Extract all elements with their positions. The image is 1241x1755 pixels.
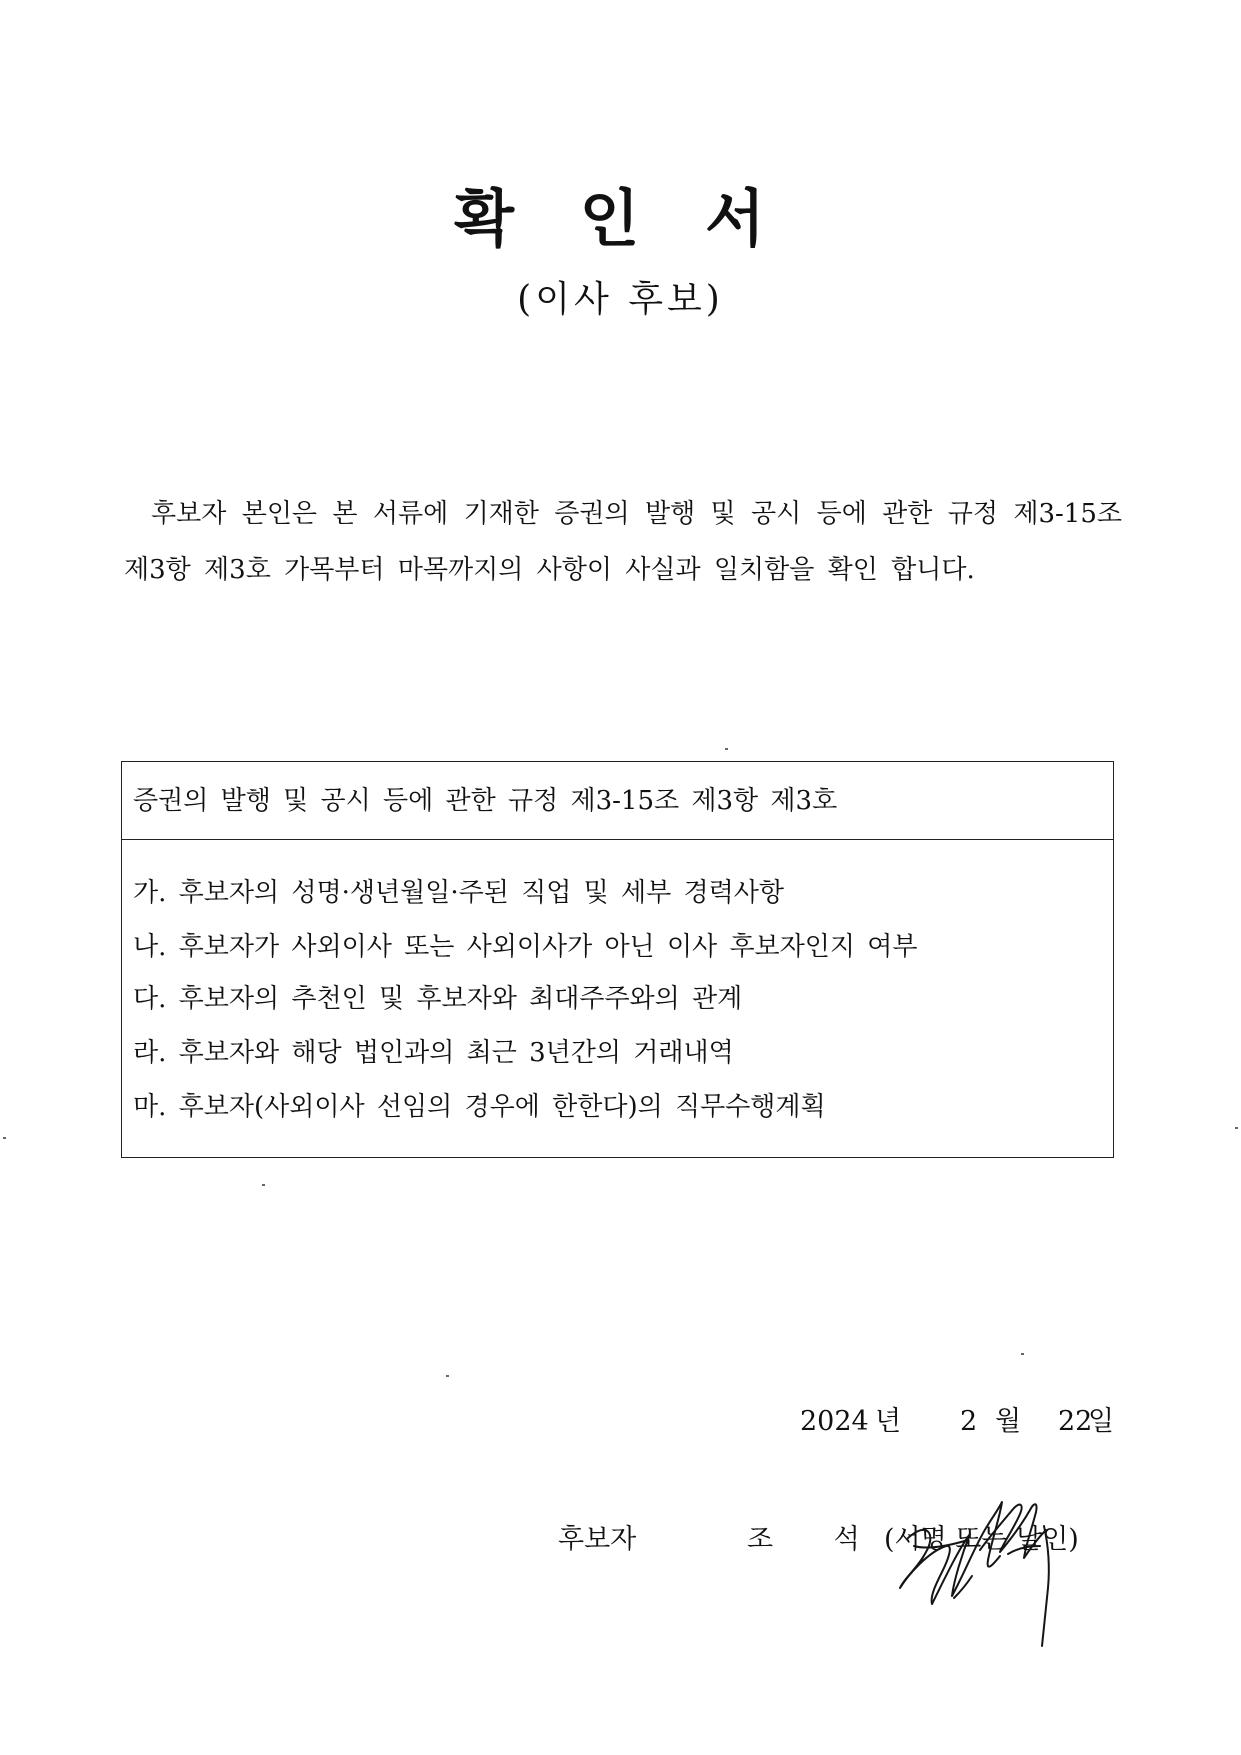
document-subtitle: (이사 후보) bbox=[517, 279, 724, 320]
regulation-item: 나. 후보자가 사외이사 또는 사외이사가 아닌 이사 후보자인지 여부 bbox=[133, 932, 918, 962]
scan-speck bbox=[725, 748, 728, 750]
scan-speck bbox=[1235, 1127, 1238, 1129]
candidate-label: 후보자 bbox=[558, 1524, 637, 1555]
candidate-name: 조 석 bbox=[747, 1524, 886, 1555]
regulation-item: 라. 후보자와 해당 법인과의 최근 3년간의 거래내역 bbox=[133, 1038, 734, 1068]
date-year-unit: 년 bbox=[875, 1406, 902, 1437]
date-month: 2 bbox=[960, 1406, 978, 1437]
regulation-item: 다. 후보자의 추천인 및 후보자와 최대주주와의 관계 bbox=[133, 984, 743, 1014]
regulation-item: 가. 후보자의 성명·생년월일·주된 직업 및 세부 경력사항 bbox=[133, 878, 784, 908]
scan-speck bbox=[446, 1375, 449, 1377]
scan-speck bbox=[262, 1184, 265, 1186]
date-month-unit: 월 bbox=[995, 1406, 1022, 1437]
regulation-box bbox=[121, 761, 1114, 1158]
confirmation-statement: 후보자 본인은 본 서류에 기재한 증권의 발행 및 공시 등에 관한 규정 제3-15조 제3항 제3호 가목부터 마목까지의 사항이 사실과 일치함을 확인 합니다. bbox=[124, 499, 1122, 585]
document-title: 확 인 서 bbox=[454, 182, 787, 255]
scan-speck bbox=[3, 1137, 6, 1139]
date-day: 22 bbox=[1058, 1406, 1093, 1437]
date-day-unit: 일 bbox=[1088, 1406, 1115, 1437]
scan-speck bbox=[1021, 1353, 1024, 1355]
signature-instruction: (서명 또는 날인) bbox=[884, 1524, 1079, 1555]
date-year: 2024 bbox=[800, 1406, 869, 1437]
regulation-item: 마. 후보자(사외이사 선임의 경우에 한한다)의 직무수행계획 bbox=[133, 1092, 826, 1122]
handwritten-signature bbox=[888, 1480, 1078, 1650]
regulation-box-header: 증권의 발행 및 공시 등에 관한 규정 제3-15조 제3항 제3호 bbox=[122, 762, 1113, 840]
